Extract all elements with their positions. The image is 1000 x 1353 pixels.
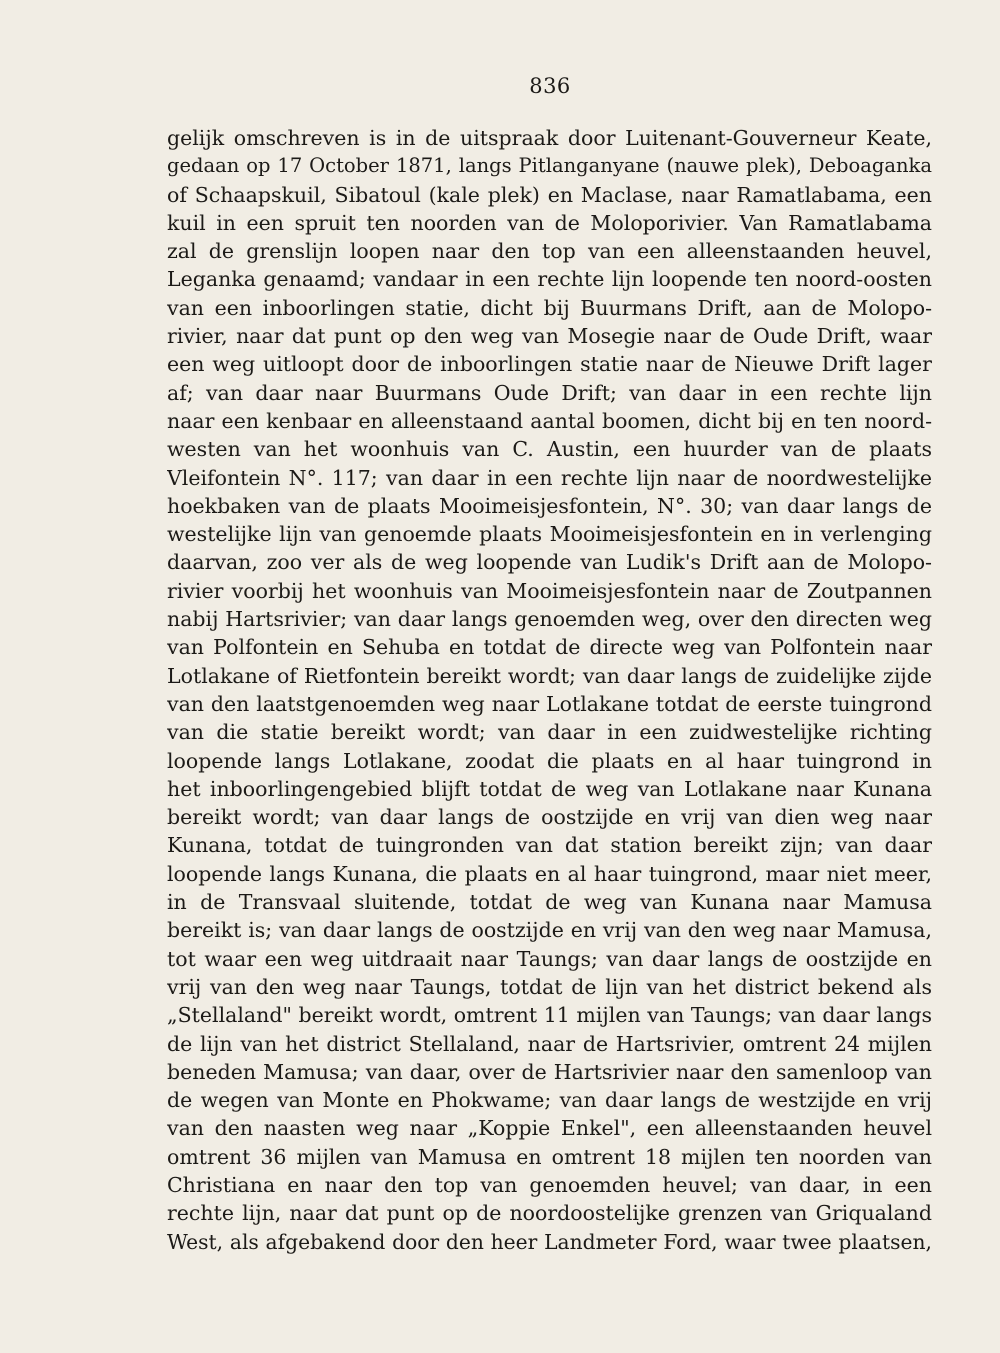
text-line: gedaan op 17 October 1871, langs Pitlanganyane (nauwe plek), Deboaganka	[167, 154, 932, 178]
text-line: Christiana en naar den top van genoemden heuvel; van daar, in een	[167, 1172, 932, 1197]
text-line: kuil in een spruit ten noorden van de Moloporivier. Van Ramatlabama	[167, 210, 932, 235]
text-line: van een inboorlingen statie, dicht bij Buurmans Drift, aan de Molopo-	[167, 295, 932, 320]
text-line: omtrent 36 mijlen van Mamusa en omtrent 18 mijlen ten noorden van	[167, 1144, 932, 1169]
text-line: in de Transvaal sluitende, totdat de weg van Kunana naar Mamusa	[167, 890, 932, 915]
text-line: loopende langs Kunana, die plaats en al haar tuingrond, maar niet meer,	[167, 861, 932, 886]
body-text	[167, 124, 932, 1256]
page-number: 836	[529, 74, 571, 98]
text-line: Kunana, totdat de tuingronden van dat station bereikt zijn; van daar	[167, 833, 932, 858]
text-line: bereikt wordt; van daar langs de oostzijde en vrij van dien weg naar	[167, 805, 932, 830]
text-line: of Schaapskuil, Sibatoul (kale plek) en Maclase, naar Ramatlabama, een	[167, 182, 932, 207]
text-line: de lijn van het district Stellaland, naar de Hartsrivier, omtrent 24 mijlen	[167, 1031, 932, 1056]
text-line: West, als afgebakend door den heer Landmeter Ford, waar twee plaatsen,	[167, 1229, 932, 1254]
text-line: vrij van den weg naar Taungs, totdat de lijn van het district bekend als	[167, 974, 932, 999]
text-line: gelijk omschreven is in de uitspraak door Luitenant-Gouverneur Keate,	[167, 126, 932, 150]
text-line: rivier voorbij het woonhuis van Mooimeisjesfontein naar de Zoutpannen	[167, 578, 932, 603]
text-line: van Polfontein en Sehuba en totdat de directe weg van Polfontein naar	[167, 635, 932, 660]
text-line: rechte lijn, naar dat punt op de noordoostelijke grenzen van Griqualand	[167, 1201, 932, 1226]
text-line: bereikt is; van daar langs de oostzijde en vrij van den weg naar Mamusa,	[167, 918, 932, 943]
text-line: Lotlakane of Rietfontein bereikt wordt; van daar langs de zuidelijke zijde	[167, 663, 932, 688]
text-line: van den naasten weg naar „Koppie Enkel", een alleenstaanden heuvel	[167, 1116, 932, 1141]
text-line: af; van daar naar Buurmans Oude Drift; van daar in een rechte lijn	[167, 380, 932, 405]
text-line: zal de grenslijn loopen naar den top van een alleenstaanden heuvel,	[167, 239, 932, 264]
text-line: westelijke lijn van genoemde plaats Mooimeisjesfontein en in verlenging	[167, 522, 932, 547]
text-line: daarvan, zoo ver als de weg loopende van Ludik's Drift aan de Molopo-	[167, 550, 932, 575]
text-line: van die statie bereikt wordt; van daar in een zuidwestelijke richting	[167, 720, 932, 745]
text-line: loopende langs Lotlakane, zoodat die plaats en al haar tuingrond in	[167, 748, 932, 773]
text-line: rivier, naar dat punt op den weg van Mosegie naar de Oude Drift, waar	[167, 324, 932, 349]
text-line: naar een kenbaar en alleenstaand aantal boomen, dicht bij en ten noord-	[167, 408, 932, 433]
text-line: hoekbaken van de plaats Mooimeisjesfontein, N°. 30; van daar langs de	[167, 493, 932, 518]
text-line: westen van het woonhuis van C. Austin, een huurder van de plaats	[167, 437, 932, 462]
text-line: Vleifontein N°. 117; van daar in een rechte lijn naar de noordwestelijke	[167, 465, 932, 490]
text-line: van den laatstgenoemden weg naar Lotlakane totdat de eerste tuingrond	[167, 691, 932, 716]
text-line: beneden Mamusa; van daar, over de Hartsrivier naar den samenloop van	[167, 1059, 932, 1084]
text-line: de wegen van Monte en Phokwame; van daar langs de westzijde en vrij	[167, 1088, 932, 1113]
text-line: „Stellaland" bereikt wordt, omtrent 11 mijlen van Taungs; van daar langs	[167, 1003, 932, 1028]
text-line: het inboorlingengebied blijft totdat de weg van Lotlakane naar Kunana	[167, 776, 932, 801]
text-line: tot waar een weg uitdraait naar Taungs; van daar langs de oostzijde en	[167, 946, 932, 971]
text-line: nabij Hartsrivier; van daar langs genoemden weg, over den directen weg	[167, 607, 932, 632]
text-line: een weg uitloopt door de inboorlingen statie naar de Nieuwe Drift lager	[167, 352, 932, 377]
text-line: Leganka genaamd; vandaar in een rechte lijn loopende ten noord-oosten	[167, 267, 932, 292]
